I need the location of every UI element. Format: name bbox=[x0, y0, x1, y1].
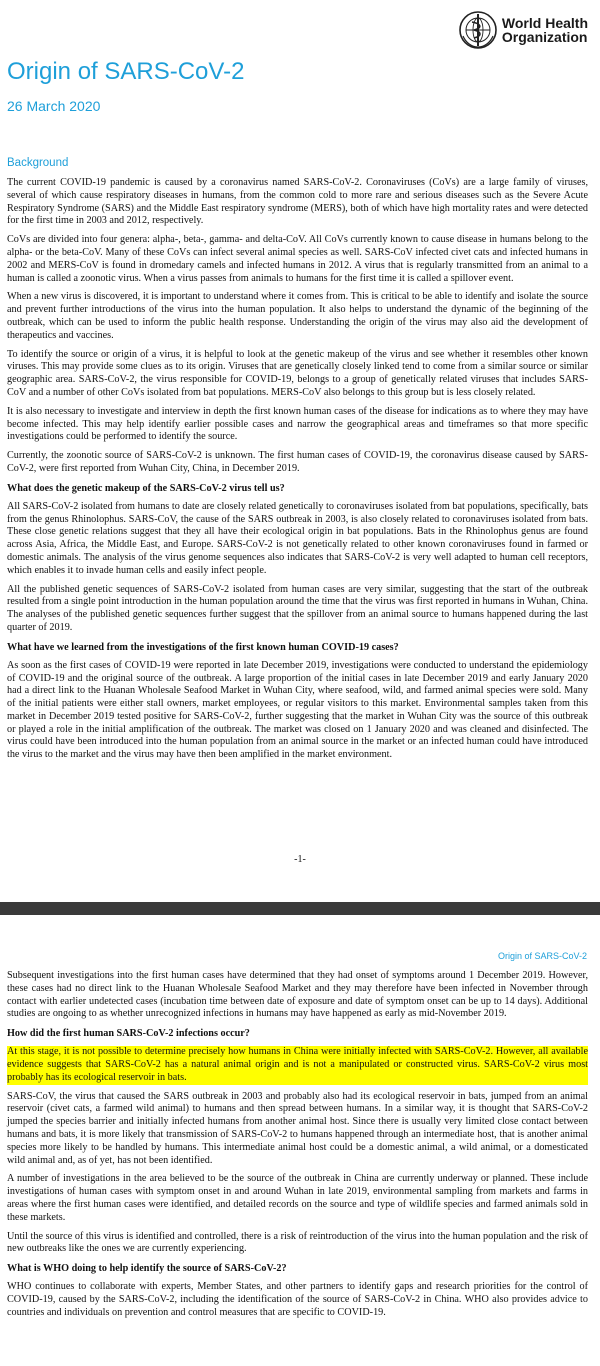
section-heading-genetic-makeup: What does the genetic makeup of the SARS-CoV-2 virus tell us? bbox=[7, 482, 285, 494]
paragraph: To identify the source or origin of a virus, it is helpful to look at the genetic makeup of the virus and see whether it resembles other known viruses. This may provide some clues as to its origin. Viruses that are genetically closely linked tend to come from a similar source or similar geographic area. SARS-CoV-2, the virus responsible for COVID-19, belongs to a group of genetically related viruses that includes SARS-CoV and a number of other CoVs isolated from bat populations. MERS-CoV also belongs to this group but is less closely related. bbox=[7, 348, 588, 398]
who-logo-line-1: World Health bbox=[501, 15, 588, 31]
page-2-body bbox=[7, 970, 588, 1326]
document-date: 26 March 2020 bbox=[7, 98, 101, 114]
paragraph: CoVs are divided into four genera: alpha-, beta-, gamma- and delta-CoV. All CoVs currently known to cause disease in humans belong to the alpha- or the beta-CoV. Many of these CoVs can infect several animal species as well. SARS-CoV infected civet cats and infected humans in 2002 and MERS-CoV is found in dromedary camels and infected humans in 2012. A virus that is regularly transmitted from an animal to a human is called a zoonotic virus. When a virus passes from animals to humans for the first time it is called a spillover event. bbox=[7, 234, 588, 284]
paragraph: A number of investigations in the area believed to be the source of the outbreak in China are currently underway or planned. These include investigations of human cases with symptom onset in and around Wuhan in late 2019, environmental sampling from markets and farms in areas where the first human cases were identified, and detailed records on the source and type of wildlife species and farmed animals sold in these markets. bbox=[7, 1173, 588, 1223]
paragraph: All the published genetic sequences of SARS-CoV-2 isolated from human cases are very similar, suggesting that the start of the outbreak resulted from a single point introduction in the human population around the time that the virus was first reported in humans in Wuhan, China. The analyses of the published genetic sequences further suggest that the spillover from an animal source to humans happened during the last quarter of 2019. bbox=[7, 583, 588, 633]
paragraph: The current COVID-19 pandemic is caused by a coronavirus named SARS-CoV-2. Coronaviruses (CoVs) are a large family of viruses, several of which cause respiratory diseases in humans, from the common cold to more rare and serious diseases such as the Severe Acute Respiratory Syndrome (SARS) and the Middle East respiratory syndrome (MERS), both of which have high mortality rates and were detected for the first time in 2003 and 2012, respectively. bbox=[7, 177, 588, 227]
who-logo-line-2: Organization bbox=[501, 29, 588, 45]
page-1-body bbox=[7, 177, 588, 768]
section-heading-background: Background bbox=[7, 157, 69, 169]
document-title: Origin of SARS-CoV-2 bbox=[7, 58, 245, 85]
paragraph: All SARS-CoV-2 isolated from humans to date are closely related genetically to coronaviruses isolated from bat populations, specifically, bats from the genus Rhinolophus. SARS-CoV, the cause of the SARS outbreak in 2003, is also closely related to coronaviruses isolated from bats. These close genetic relations suggest that they all have their ecological origin in bat populations. Bats in the Rhinolophus genus are found across Asia, Africa, the Middle East, and Europe. SARS-CoV-2 is not genetically related to other known coronaviruses found in farmed or domestic animals. The analysis of the virus genome sequences also indicates that SARS-CoV-2 is very well adapted to human cell receptors, which enables it to invade human cells and easily infect people. bbox=[7, 500, 588, 576]
highlighted-paragraph: At this stage, it is not possible to determine precisely how humans in China were initially infected with SARS-CoV-2. However, all available evidence suggests that SARS-CoV-2 has a natural animal origin and is not a manipulated or constructed virus. SARS-CoV-2 virus most probably has its ecological reservoir in bats. bbox=[7, 1046, 588, 1083]
paragraph: It is also necessary to investigate and interview in depth the first known human cases of the disease for indications as to where they may have become infected. This may help identify earlier possible cases and narrow the geographical areas and timeframes so that more specific investigations could be performed to identify the source. bbox=[7, 405, 588, 443]
paragraph: Currently, the zoonotic source of SARS-CoV-2 is unknown. The first human cases of COVID-19, the coronavirus disease caused by SARS-CoV-2, were first reported from Wuhan City, China, in December 2019. bbox=[7, 450, 588, 474]
page-number: -1- bbox=[294, 854, 306, 865]
paragraph: As soon as the first cases of COVID-19 were reported in late December 2019, investigations were conducted to understand the epidemiology of COVID-19 and the original source of the outbreak. A large proportion of the initial cases in late December 2019 and early January 2020 had a direct link to the Huanan Wholesale Seafood Market in Wuhan City, where seafood, wild, and farmed animal species were sold. Many of the initial patients were either stall owners, market employees, or regular visitors to this market. Environmental samples taken from this market in December 2019 tested positive for SARS-CoV-2, further suggesting that the market in Wuhan City was the source of this outbreak or played a role in the initial amplification of the outbreak. The market was closed on 1 January 2020 and was cleaned and disinfected. The virus could have been introduced into the human population from an animal source in the market or an infected human could have introduced the virus to the market and the virus may have then been amplified in the market environment. bbox=[7, 659, 588, 761]
document-page-2 bbox=[0, 915, 600, 1366]
section-heading-who-role: What is WHO doing to help identify the source of SARS-CoV-2? bbox=[7, 1263, 287, 1275]
who-emblem-icon bbox=[458, 10, 498, 50]
paragraph: Subsequent investigations into the first human cases have determined that they had onset of symptoms around 1 December 2019. However, these cases had no direct link to the Huanan Wholesale Seafood Market and they may therefore have been infected in November through contact with earlier undetected cases (incubation time between date of exposure and date of symptom onset can be up to 14 days). Additional studies are ongoing to as whether unrecognized infections in humans may have happened as early as mid-November 2019. bbox=[7, 970, 588, 1020]
paragraph: Until the source of this virus is identified and controlled, there is a risk of reintroduction of the virus into the human population and the risk of new outbreaks like the ones we are currently experiencing. bbox=[7, 1230, 588, 1255]
paragraph: SARS-CoV, the virus that caused the SARS outbreak in 2003 and probably also had its ecological reservoir in bats, jumped from an animal reservoir (civet cats, a farmed wild animal) to humans and then spread between humans. In a similar way, it is thought that SARS-CoV-2 jumped the species barrier and initially infected humans from another animal host. Since there is usually very limited close contact between humans and bats, it is more likely that transmission of SARS-CoV-2 to humans happened through an intermediate host, that is another animal species more likely to be handled by humans. This intermediate animal host could be a domestic animal, a wild animal, or a domesticated wild animal and, as of yet, has not been identified. bbox=[7, 1090, 588, 1166]
running-header: Origin of SARS-CoV-2 bbox=[497, 951, 587, 961]
section-heading-first-infections: How did the first human SARS-CoV-2 infections occur? bbox=[7, 1028, 250, 1040]
section-heading-first-cases: What have we learned from the investigations of the first known human COVID-19 cases? bbox=[7, 641, 399, 653]
paragraph: WHO continues to collaborate with experts, Member States, and other partners to identify gaps and research priorities for the control of COVID-19, caused by the SARS-CoV-2, including the identification of the source of SARS-CoV-2 in China. WHO also provides advice to countries and individuals on prevention and control measures that are specific to COVID-19. bbox=[7, 1281, 588, 1318]
paragraph: When a new virus is discovered, it is important to understand where it comes from. This is critical to be able to identify and isolate the source and prevent further introductions of the virus into the human population. It also helps to understand the dynamic of the beginning of the outbreak, which can be used to inform the public health response. Understanding the origin of the virus may also aid the development of therapeutics and vaccines. bbox=[7, 291, 588, 341]
who-logo bbox=[458, 10, 588, 50]
who-logo-wordmark bbox=[502, 16, 588, 44]
